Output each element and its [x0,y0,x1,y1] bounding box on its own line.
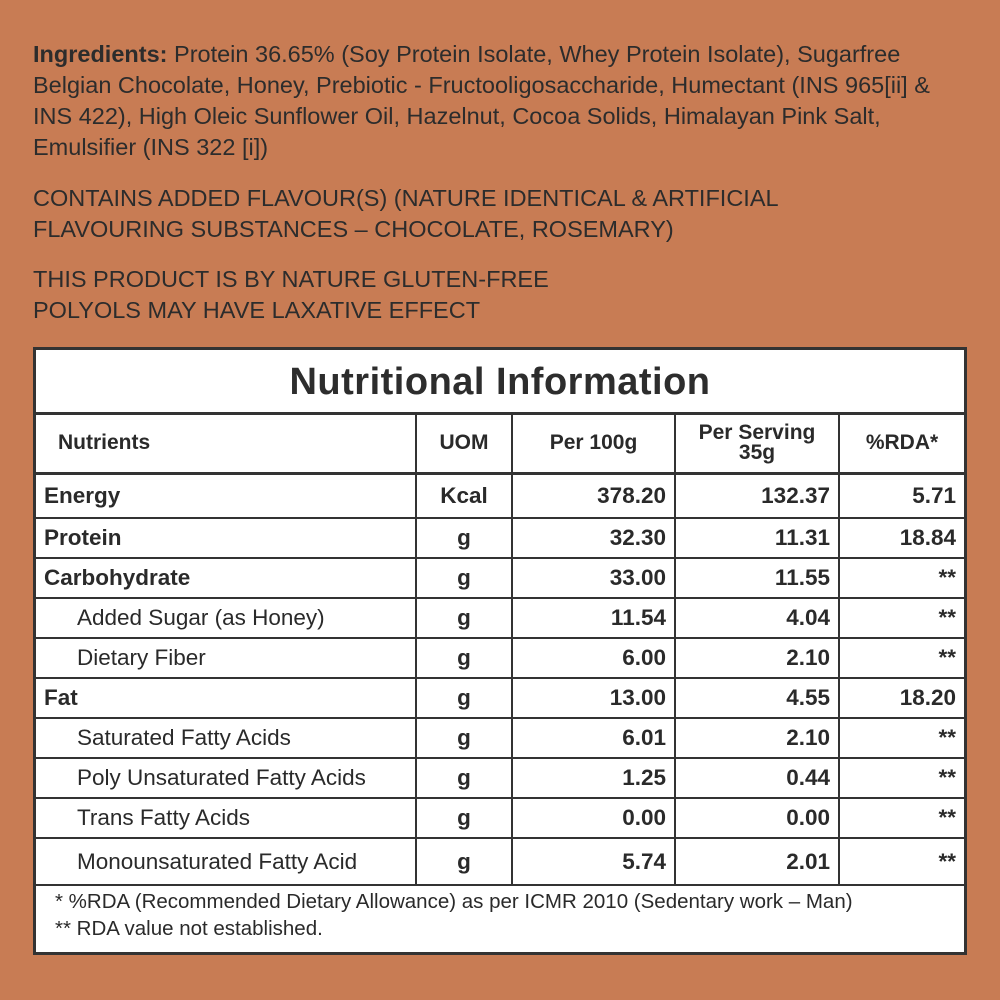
header-per-serving-line-2: 35g [738,441,776,465]
nutrient-per-serving: 0.00 [675,798,839,838]
nutrient-rda: ** [839,598,964,638]
header-per-serving-line-1: Per Serving [698,421,816,445]
table-row [36,678,964,718]
nutrient-rda: ** [839,718,964,758]
table-row [36,718,964,758]
nutrient-per-100g: 6.01 [512,718,675,758]
nutrient-per-100g: 13.00 [512,678,675,718]
nutrient-uom: Kcal [416,473,512,518]
nutrient-name: Energy [36,473,416,518]
ingredients-text [33,39,973,163]
nutrient-per-100g: 6.00 [512,638,675,678]
table-row [36,598,964,638]
product-notice-line-2: POLYOLS MAY HAVE LAXATIVE EFFECT [33,297,481,323]
nutrient-uom: g [416,558,512,598]
nutrient-name: Saturated Fatty Acids [36,718,416,758]
nutrient-per-serving: 2.10 [675,638,839,678]
header-rda: %RDA* [839,415,964,473]
table-row [36,473,964,518]
header-per-100g: Per 100g [512,415,675,473]
ingredients-label: Ingredients: [33,41,168,67]
footnote-not-established: ** RDA value not established. [55,917,323,940]
nutrient-per-100g: 33.00 [512,558,675,598]
nutrient-rda: 5.71 [839,473,964,518]
nutrient-uom: g [416,798,512,838]
table-row [36,638,964,678]
nutrient-name: Added Sugar (as Honey) [36,598,416,638]
nutrient-rda: ** [839,638,964,678]
nutrient-uom: g [416,718,512,758]
nutrition-panel [33,347,967,955]
table-row [36,558,964,598]
nutrient-per-100g: 1.25 [512,758,675,798]
nutrient-name: Protein [36,518,416,558]
nutrient-name: Trans Fatty Acids [36,798,416,838]
nutrient-rda: 18.84 [839,518,964,558]
nutrient-per-100g: 0.00 [512,798,675,838]
nutrient-per-serving: 4.04 [675,598,839,638]
nutrient-per-serving: 11.55 [675,558,839,598]
table-row [36,798,964,838]
footnote-rda: * %RDA (Recommended Dietary Allowance) as per ICMR 2010 (Sedentary work – Man) [55,890,853,913]
nutrition-title: Nutritional Information [289,361,711,403]
nutrient-name: Carbohydrate [36,558,416,598]
table-row [36,758,964,798]
footnotes [55,888,955,942]
nutrient-name: Dietary Fiber [36,638,416,678]
nutrient-per-serving: 0.44 [675,758,839,798]
nutrient-uom: g [416,838,512,885]
nutrient-per-serving: 4.55 [675,678,839,718]
nutrient-uom: g [416,678,512,718]
nutrient-name: Monounsaturated Fatty Acid [36,838,416,885]
header-per-serving [675,415,839,473]
nutrient-uom: g [416,598,512,638]
flavour-notice-line-2: FLAVOURING SUBSTANCES – CHOCOLATE, ROSEMARY) [33,216,674,242]
nutrient-uom: g [416,638,512,678]
nutrient-per-serving: 132.37 [675,473,839,518]
nutrient-per-serving: 2.10 [675,718,839,758]
nutrient-rda: ** [839,838,964,885]
nutrient-uom: g [416,518,512,558]
nutrient-name: Fat [36,678,416,718]
product-notice [33,264,973,326]
nutrient-rda: ** [839,558,964,598]
nutrient-per-100g: 11.54 [512,598,675,638]
nutrient-per-100g: 378.20 [512,473,675,518]
nutrient-rda: ** [839,758,964,798]
nutrient-name: Poly Unsaturated Fatty Acids [36,758,416,798]
ingredients-list: Protein 36.65% (Soy Protein Isolate, Whey Protein Isolate), Sugarfree Belgian Chocolate, Honey, Prebiotic - Fructooligosaccharide, Humectant (INS 965[ii] & INS 422), High Oleic Sunflower Oil, Hazelnut, Cocoa Solids, Himalayan Pink Salt, Emulsifier (INS 322 [i]) [33,41,930,160]
nutrient-per-100g: 5.74 [512,838,675,885]
header-nutrients: Nutrients [36,415,416,473]
flavour-notice-line-1: CONTAINS ADDED FLAVOUR(S) (NATURE IDENTICAL & ARTIFICIAL [33,185,779,211]
nutrient-uom: g [416,758,512,798]
flavour-notice [33,183,973,245]
product-notice-line-1: THIS PRODUCT IS BY NATURE GLUTEN-FREE [33,266,549,292]
nutrient-rda: 18.20 [839,678,964,718]
nutrient-per-serving: 2.01 [675,838,839,885]
nutrient-per-100g: 32.30 [512,518,675,558]
table-row [36,518,964,558]
table-row [36,838,964,885]
nutrient-per-serving: 11.31 [675,518,839,558]
header-uom: UOM [416,415,512,473]
nutrient-rda: ** [839,798,964,838]
nutrition-table [36,415,964,886]
table-header-row [36,415,964,473]
